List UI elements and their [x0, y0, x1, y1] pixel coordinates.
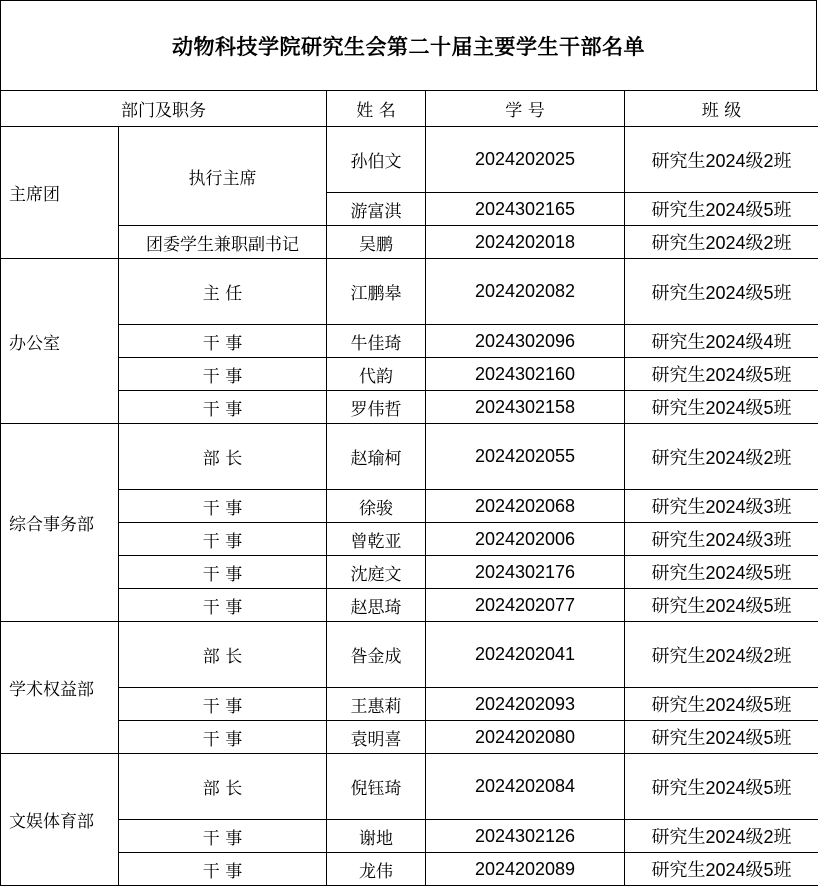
role-cell: 干 事	[119, 820, 327, 853]
role-cell: 主 任	[119, 259, 327, 325]
table-row	[1, 820, 818, 853]
department-name: 办公室	[1, 259, 119, 424]
student-id: 2024202055	[426, 424, 625, 490]
table-row	[1, 754, 818, 820]
class-name: 研究生2024级5班	[625, 754, 818, 820]
member-name: 曾乾亚	[327, 523, 426, 556]
table-row	[1, 556, 818, 589]
role-cell: 干 事	[119, 523, 327, 556]
table-row	[1, 490, 818, 523]
header-name: 姓 名	[327, 91, 426, 127]
class-name: 研究生2024级5班	[625, 589, 818, 622]
table-row	[1, 127, 818, 193]
student-id: 2024202084	[426, 754, 625, 820]
department-name: 文娱体育部	[1, 754, 119, 886]
role-cell: 干 事	[119, 589, 327, 622]
table-row	[1, 325, 818, 358]
member-name: 王惠莉	[327, 688, 426, 721]
class-name: 研究生2024级5班	[625, 259, 818, 325]
member-name: 徐骏	[327, 490, 426, 523]
header-dept-role: 部门及职务	[1, 91, 327, 127]
class-name: 研究生2024级2班	[625, 622, 818, 688]
roster-table	[0, 90, 818, 886]
class-name: 研究生2024级2班	[625, 424, 818, 490]
table-row	[1, 226, 818, 259]
student-id: 2024302126	[426, 820, 625, 853]
role-cell: 干 事	[119, 325, 327, 358]
member-name: 吴鹏	[327, 226, 426, 259]
role-cell: 干 事	[119, 721, 327, 754]
student-id: 2024202018	[426, 226, 625, 259]
role-cell: 团委学生兼职副书记	[119, 226, 327, 259]
department-name: 主席团	[1, 127, 119, 259]
student-id: 2024202041	[426, 622, 625, 688]
member-name: 代韵	[327, 358, 426, 391]
student-id: 2024202082	[426, 259, 625, 325]
role-cell: 干 事	[119, 688, 327, 721]
class-name: 研究生2024级3班	[625, 523, 818, 556]
member-name: 赵瑜柯	[327, 424, 426, 490]
member-name: 江鹏皋	[327, 259, 426, 325]
class-name: 研究生2024级4班	[625, 325, 818, 358]
student-id: 2024202025	[426, 127, 625, 193]
table-row	[1, 358, 818, 391]
student-id: 2024202006	[426, 523, 625, 556]
header-row	[1, 91, 818, 127]
page-title: 动物科技学院研究生会第二十届主要学生干部名单	[0, 0, 817, 90]
roster-table-body	[1, 91, 818, 886]
class-name: 研究生2024级5班	[625, 688, 818, 721]
role-cell: 部 长	[119, 424, 327, 490]
student-id: 2024202077	[426, 589, 625, 622]
table-row	[1, 589, 818, 622]
student-id: 2024202080	[426, 721, 625, 754]
student-id: 2024302165	[426, 193, 625, 226]
member-name: 袁明喜	[327, 721, 426, 754]
department-name: 综合事务部	[1, 424, 119, 622]
member-name: 沈庭文	[327, 556, 426, 589]
class-name: 研究生2024级5班	[625, 358, 818, 391]
member-name: 牛佳琦	[327, 325, 426, 358]
department-name: 学术权益部	[1, 622, 119, 754]
member-name: 游富淇	[327, 193, 426, 226]
student-id: 2024302160	[426, 358, 625, 391]
member-name: 谢地	[327, 820, 426, 853]
header-class: 班 级	[625, 91, 818, 127]
role-cell: 部 长	[119, 754, 327, 820]
class-name: 研究生2024级5班	[625, 721, 818, 754]
table-row	[1, 424, 818, 490]
class-name: 研究生2024级2班	[625, 127, 818, 193]
table-row	[1, 259, 818, 325]
member-name: 倪钰琦	[327, 754, 426, 820]
student-id: 2024202068	[426, 490, 625, 523]
member-name: 赵思琦	[327, 589, 426, 622]
table-row	[1, 622, 818, 688]
class-name: 研究生2024级5班	[625, 853, 818, 886]
student-id: 2024202093	[426, 688, 625, 721]
class-name: 研究生2024级3班	[625, 490, 818, 523]
table-row	[1, 853, 818, 886]
role-cell: 干 事	[119, 391, 327, 424]
header-id: 学 号	[426, 91, 625, 127]
role-cell: 执行主席	[119, 127, 327, 226]
role-cell: 干 事	[119, 490, 327, 523]
role-cell: 部 长	[119, 622, 327, 688]
table-row	[1, 523, 818, 556]
member-name: 昝金成	[327, 622, 426, 688]
role-cell: 干 事	[119, 853, 327, 886]
class-name: 研究生2024级2班	[625, 820, 818, 853]
table-row	[1, 391, 818, 424]
class-name: 研究生2024级5班	[625, 556, 818, 589]
member-name: 罗伟哲	[327, 391, 426, 424]
table-row	[1, 721, 818, 754]
member-name: 孙伯文	[327, 127, 426, 193]
class-name: 研究生2024级5班	[625, 391, 818, 424]
student-id: 2024302176	[426, 556, 625, 589]
student-id: 2024202089	[426, 853, 625, 886]
role-cell: 干 事	[119, 556, 327, 589]
class-name: 研究生2024级2班	[625, 226, 818, 259]
member-name: 龙伟	[327, 853, 426, 886]
student-id: 2024302096	[426, 325, 625, 358]
role-cell: 干 事	[119, 358, 327, 391]
class-name: 研究生2024级5班	[625, 193, 818, 226]
student-id: 2024302158	[426, 391, 625, 424]
table-row	[1, 688, 818, 721]
